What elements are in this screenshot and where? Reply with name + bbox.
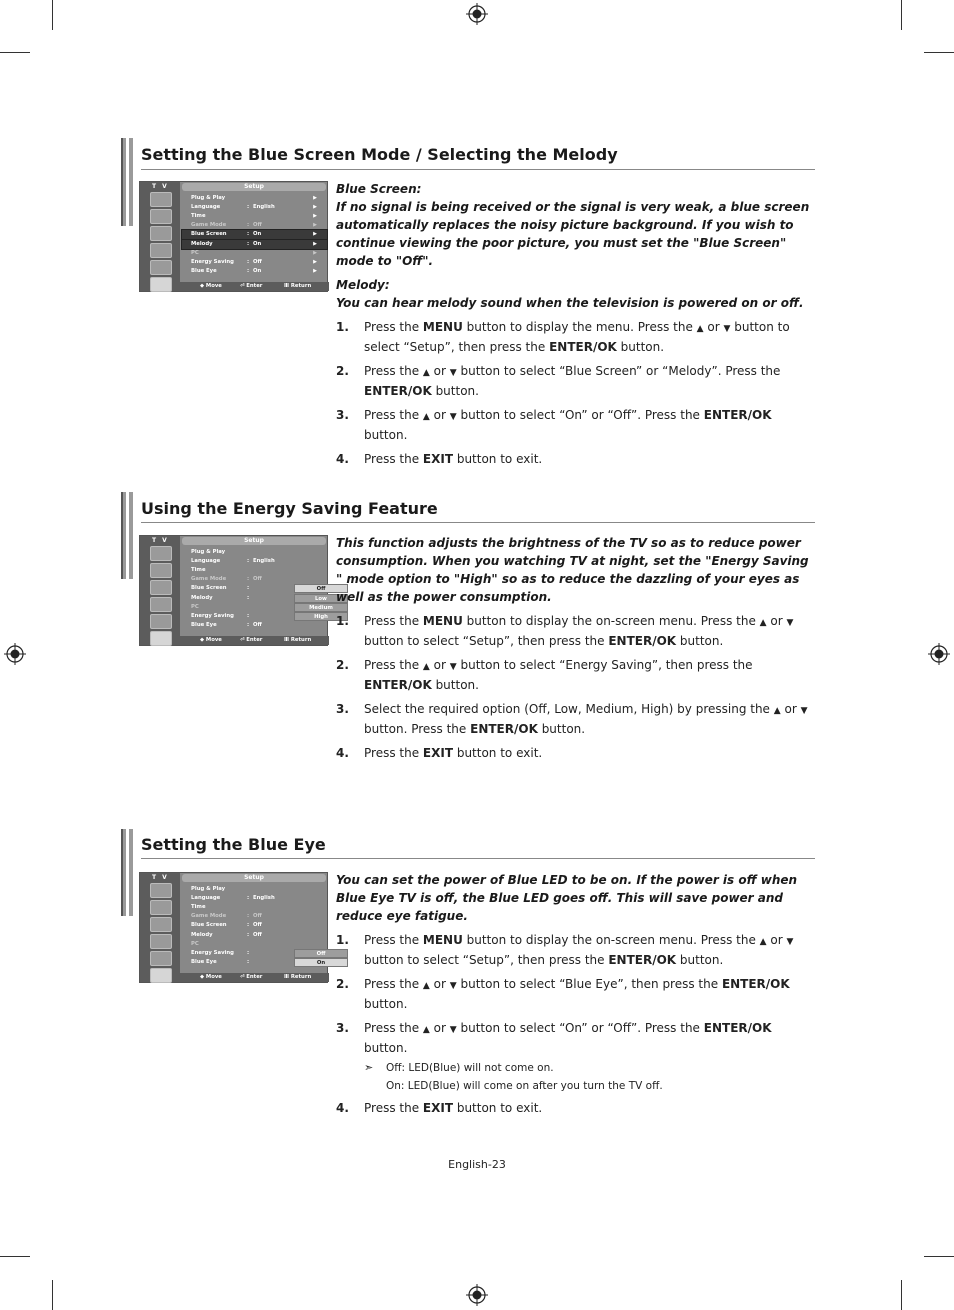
tv-menu-header (182, 537, 326, 545)
return-hint: Ⅲ Return (284, 974, 312, 980)
tv-menu-colon: : (247, 931, 250, 938)
registration-mark-icon (4, 643, 26, 665)
tv-menu-screenshot (139, 872, 328, 983)
button-name: ENTER/OK (470, 722, 538, 736)
tv-menu-item-value: Off (253, 621, 262, 628)
enter-hint: ⏎ Enter (240, 974, 263, 980)
button-name: ENTER/OK (703, 408, 772, 422)
tv-menu-colon: : (247, 949, 250, 956)
note-icon: ➣ (364, 1061, 374, 1074)
tv-menu-item (182, 548, 327, 557)
step-text: button to select “On” or “Off”. Press the (456, 1021, 704, 1035)
button-name: ENTER/OK (364, 384, 432, 398)
return-hint: Ⅲ Return (284, 283, 312, 289)
step-text: or (766, 614, 787, 628)
step-item (336, 1099, 816, 1117)
tv-menu-colon: : (247, 222, 250, 229)
step-text: button to select “Setup”, then press the (364, 320, 790, 354)
section-body (336, 871, 816, 1123)
tv-menu-colon: : (247, 895, 250, 902)
step-text: button. (676, 953, 724, 967)
button-name: EXIT (422, 452, 454, 466)
registration-mark-icon (928, 643, 950, 665)
tv-menu-header (182, 183, 326, 191)
step-text: button. (364, 428, 408, 442)
tv-menu-item-label: PC (191, 940, 199, 947)
arrow-down-icon: ▼ (449, 368, 457, 378)
step-text: or (766, 933, 787, 947)
step-note (336, 1059, 816, 1077)
step-text: button to exit. (453, 746, 543, 760)
tv-menu-item (182, 885, 327, 894)
tv-menu-option: On (294, 958, 348, 967)
step-text: button. (676, 634, 724, 648)
button-name: ENTER/OK (703, 1021, 772, 1035)
tv-menu-item-value: Off (253, 931, 262, 938)
tv-menu-item-label: Language (191, 558, 221, 565)
section-rule (141, 858, 815, 859)
sound-icon (150, 900, 172, 915)
step-text: button to display the on-screen menu. Press the (462, 614, 760, 628)
tv-menu-item (182, 230, 327, 239)
move-hint: ◆ Move (200, 283, 222, 289)
tv-menu-screenshot (139, 535, 333, 646)
step-text: button to select “On” or “Off”. Press the (456, 408, 704, 422)
pc-icon (150, 951, 172, 966)
sound-icon (150, 209, 172, 224)
chevron-right-icon: ▶ (313, 213, 317, 220)
step-text: button to display the menu. Press the (462, 320, 697, 334)
crop-mark (901, 1280, 902, 1310)
tv-menu-item-label: PC (191, 603, 199, 610)
intro-text: You can set the power of Blue LED to be on. If the power is off when Blue Eye TV is off, the Blue LED goes off. This will save power and reduce eye fatigue. (336, 873, 798, 923)
tv-menu-option: Medium (294, 603, 348, 612)
tv-menu-sidebar (140, 873, 180, 982)
tv-menu-option: Low (294, 594, 348, 603)
section-body (336, 534, 816, 768)
arrow-down-icon: ▼ (449, 981, 457, 991)
tv-menu-item-label: Language (191, 204, 221, 211)
tv-menu-item-label: Game Mode (191, 222, 227, 229)
tv-menu-item-label: Plug & Play (191, 195, 226, 201)
enter-hint: ⏎ Enter (240, 283, 263, 289)
step-text: Press the (364, 1101, 423, 1115)
step-text: Press the (364, 1021, 423, 1035)
tv-menu-item-value: On (253, 240, 262, 247)
tv-menu-colon: : (247, 594, 250, 601)
setup-icon (150, 277, 172, 292)
tv-menu-item (182, 621, 327, 630)
arrow-down-icon: ▼ (449, 1025, 457, 1035)
step-item (336, 612, 816, 650)
move-hint: ◆ Move (200, 974, 222, 980)
step-list (336, 318, 816, 468)
arrow-up-icon: ▲ (759, 618, 767, 628)
tv-menu-item-value: On (253, 231, 262, 238)
tv-menu-colon: : (247, 922, 250, 929)
tv-menu-item (182, 566, 327, 575)
tv-menu-item (182, 258, 327, 267)
function-icon (150, 243, 172, 258)
step-number: 3. (336, 702, 349, 716)
step-text: Press the (364, 452, 423, 466)
arrow-up-icon: ▲ (422, 662, 430, 672)
chevron-right-icon: ▶ (313, 231, 317, 238)
tv-menu-label: T V (152, 183, 169, 190)
intro-text: If no signal is being received or the signal is very weak, a blue screen automatically replaces the noisy picture background. If you wish to continue viewing the poor picture, you must set the "Blue Screen" mode to "Off". (336, 200, 810, 268)
button-name: MENU (422, 933, 463, 947)
step-text: Press the (364, 408, 423, 422)
step-number: 1. (336, 614, 349, 628)
section-rule (141, 522, 815, 523)
tv-menu-colon: : (247, 958, 250, 965)
tv-menu-item (182, 212, 327, 221)
step-text: Press the (364, 933, 423, 947)
step-text: button. Press the (364, 722, 471, 736)
step-number: 2. (336, 364, 349, 378)
crop-mark (0, 1256, 30, 1257)
section-2 (121, 492, 815, 832)
tv-menu-item-label: Time (191, 213, 206, 220)
move-hint: ◆ Move (200, 637, 222, 643)
tv-menu-option: Off (294, 949, 348, 958)
step-item (336, 975, 816, 1013)
arrow-down-icon: ▼ (786, 618, 794, 628)
step-number: 3. (336, 408, 349, 422)
crop-mark (52, 1280, 53, 1310)
step-number: 4. (336, 452, 349, 466)
section-bar (121, 138, 133, 226)
tv-menu-item (182, 894, 327, 903)
tv-menu-item-value: Off (253, 258, 262, 265)
crop-mark (0, 52, 30, 53)
tv-menu-colon: : (247, 558, 250, 565)
tv-menu-item-value: Off (253, 222, 262, 229)
tv-menu-item-label: Language (191, 895, 221, 902)
arrow-down-icon: ▼ (449, 412, 457, 422)
chevron-right-icon: ▶ (313, 258, 317, 265)
step-text: button. (431, 384, 479, 398)
tv-menu-item (182, 903, 327, 912)
crop-mark (924, 1256, 954, 1257)
step-text: or (429, 408, 450, 422)
tv-menu-header-label: Setup (244, 183, 264, 190)
arrow-down-icon: ▼ (723, 324, 731, 334)
button-name: ENTER/OK (608, 634, 677, 648)
tv-menu-item (182, 912, 327, 921)
tv-menu-label: T V (152, 537, 169, 544)
tv-menu-colon: : (247, 231, 250, 238)
chevron-right-icon: ▶ (313, 267, 317, 274)
tv-menu-item-label: Blue Eye (191, 267, 217, 274)
tv-menu-item (182, 194, 327, 203)
tv-menu-item-value: Off (253, 576, 262, 583)
arrow-up-icon: ▲ (773, 706, 781, 716)
button-name: ENTER/OK (721, 977, 790, 991)
step-text: Press the (364, 614, 423, 628)
pc-icon (150, 260, 172, 275)
tv-menu-colon: : (247, 258, 250, 265)
page-number: English-23 (448, 1158, 506, 1171)
step-number: 2. (336, 658, 349, 672)
step-item (336, 931, 816, 969)
step-text: Select the required option (Off, Low, Medium, High) by pressing the (364, 702, 774, 716)
tv-menu-item (182, 267, 327, 276)
tv-menu-footer (180, 282, 329, 291)
tv-menu-label: T V (152, 874, 169, 881)
intro-text: You can hear melody sound when the television is powered on or off. (336, 296, 804, 310)
tv-menu-item-label: Game Mode (191, 576, 227, 583)
step-number: 2. (336, 977, 349, 991)
tv-menu-colon: : (247, 576, 250, 583)
step-item (336, 656, 816, 694)
intro-block (336, 180, 816, 270)
step-text: button. (431, 678, 479, 692)
tv-menu-list (182, 885, 327, 971)
step-text: or (703, 320, 724, 334)
step-list (336, 931, 816, 1117)
section-title: Using the Energy Saving Feature (141, 499, 438, 518)
step-number: 3. (336, 1021, 349, 1035)
tv-menu-item-label: Blue Eye (191, 958, 217, 965)
step-item (336, 318, 816, 356)
arrow-up-icon: ▲ (759, 937, 767, 947)
tv-menu-item-label: PC (191, 249, 199, 256)
section-bar (121, 492, 133, 579)
tv-menu-item-label: Time (191, 567, 206, 574)
tv-menu-item-value: On (253, 267, 262, 274)
arrow-down-icon: ▼ (449, 662, 457, 672)
button-name: ENTER/OK (549, 340, 617, 354)
tv-menu-colon: : (247, 267, 250, 274)
tv-menu-colon: : (247, 913, 250, 920)
step-list (336, 612, 816, 762)
step-text: button to exit. (453, 452, 543, 466)
tv-menu-item-label: Melody (191, 931, 213, 938)
arrow-up-icon: ▲ (422, 368, 430, 378)
step-text: button to exit. (453, 1101, 543, 1115)
step-text: button. (364, 997, 408, 1011)
sound-icon (150, 563, 172, 578)
chevron-right-icon: ▶ (313, 240, 317, 247)
tv-menu-sidebar (140, 182, 180, 291)
step-item (336, 362, 816, 400)
note-text: On: LED(Blue) will come on after you turn the TV off. (386, 1080, 663, 1092)
arrow-up-icon: ▲ (422, 1025, 430, 1035)
intro-block (336, 871, 816, 925)
step-text: button. (616, 340, 665, 354)
step-number: 1. (336, 320, 349, 334)
step-text: button to display the on-screen menu. Press the (462, 933, 760, 947)
step-number: 4. (336, 746, 349, 760)
registration-mark-icon (466, 1284, 488, 1306)
tv-menu-item (182, 249, 327, 258)
step-item (336, 450, 816, 468)
step-text: or (429, 1021, 450, 1035)
tv-menu-colon: : (247, 585, 250, 592)
tv-menu-item-label: Blue Screen (191, 922, 227, 929)
tv-menu-item (182, 575, 327, 584)
tv-menu-item-label: Energy Saving (191, 612, 234, 619)
tv-menu-header-label: Setup (244, 537, 264, 544)
tv-menu-list (182, 548, 333, 634)
tv-menu-item-label: Time (191, 904, 206, 911)
step-note (336, 1077, 816, 1095)
function-icon (150, 934, 172, 949)
tv-menu-item (182, 203, 327, 212)
tv-menu-item-value: English (253, 558, 275, 565)
arrow-down-icon: ▼ (800, 706, 808, 716)
tv-menu-option: Off (294, 584, 348, 593)
pc-icon (150, 614, 172, 629)
chevron-right-icon: ▶ (313, 222, 317, 229)
step-text: button to select “Setup”, then press the (364, 634, 609, 648)
tv-menu-sidebar (140, 536, 180, 645)
registration-mark-icon (466, 3, 488, 25)
button-name: ENTER/OK (608, 953, 677, 967)
intro-text: This function adjusts the brightness of the TV so as to reduce power consumption. When you watching TV at night, set the "Energy Saving " mode option to "High" so as to reduce the dazzling of your eyes as well as the power consumption. (336, 536, 809, 604)
button-name: ENTER/OK (364, 678, 432, 692)
note-text: Off: LED(Blue) will not come on. (386, 1062, 554, 1074)
tv-menu-item-value: Off (253, 913, 262, 920)
step-text: or (429, 977, 450, 991)
step-text: Press the (364, 658, 423, 672)
tv-menu-item-value: English (253, 204, 275, 211)
arrow-up-icon: ▲ (422, 412, 430, 422)
intro-heading: Melody: (336, 278, 390, 292)
tv-menu-colon: : (247, 612, 250, 619)
tv-menu-item-label: Blue Screen (191, 231, 227, 238)
step-item (336, 1019, 816, 1057)
intro-heading: Blue Screen: (336, 182, 422, 196)
step-text: Press the (364, 320, 423, 334)
tv-menu-item-label: Game Mode (191, 913, 227, 920)
step-item (336, 744, 816, 762)
step-number: 1. (336, 933, 349, 947)
tv-menu-item (182, 221, 327, 230)
tv-menu-item-label: Energy Saving (191, 949, 234, 956)
section-title: Setting the Blue Screen Mode / Selecting the Melody (141, 145, 618, 164)
crop-mark (52, 0, 53, 30)
button-name: MENU (422, 320, 463, 334)
chevron-right-icon: ▶ (313, 195, 317, 201)
button-name: EXIT (422, 1101, 454, 1115)
function-icon (150, 597, 172, 612)
step-text: or (780, 702, 801, 716)
step-text: Press the (364, 746, 423, 760)
setup-icon (150, 631, 172, 646)
chevron-right-icon: ▶ (313, 204, 317, 211)
tv-menu-colon: : (247, 621, 250, 628)
section-title: Setting the Blue Eye (141, 835, 326, 854)
tv-menu-item-value: Off (253, 922, 262, 929)
tv-menu-option: High (294, 612, 348, 621)
tv-menu-item-label: Energy Saving (191, 258, 234, 265)
tv-menu-header-label: Setup (244, 874, 264, 881)
section-bar (121, 829, 133, 916)
tv-menu-colon: : (247, 240, 250, 247)
section-body (336, 180, 816, 474)
intro-block (336, 276, 816, 312)
channel-icon (150, 226, 172, 241)
step-text: Press the (364, 364, 423, 378)
tv-menu-item (182, 921, 327, 930)
step-text: button to select “Blue Screen” or “Melody”. Press the (456, 364, 781, 378)
section-3 (121, 829, 815, 1169)
picture-icon (150, 546, 172, 561)
tv-menu-item (182, 940, 327, 949)
intro-block (336, 534, 816, 606)
return-hint: Ⅲ Return (284, 637, 312, 643)
tv-menu-header (182, 874, 326, 882)
crop-mark (901, 0, 902, 30)
arrow-up-icon: ▲ (422, 981, 430, 991)
tv-menu-footer (180, 636, 329, 645)
tv-menu-footer (180, 973, 329, 982)
tv-menu-screenshot (139, 181, 328, 292)
step-text: button to select “Setup”, then press the (364, 953, 609, 967)
tv-menu-item-label: Melody (191, 594, 213, 601)
tv-menu-item-label: Melody (191, 240, 213, 247)
step-text: Press the (364, 977, 423, 991)
step-item (336, 406, 816, 444)
tv-menu-item (182, 240, 327, 249)
step-text: button. (364, 1041, 408, 1055)
step-item (336, 700, 816, 738)
section-1 (121, 138, 815, 478)
section-rule (141, 169, 815, 170)
tv-menu-item-label: Plug & Play (191, 886, 226, 892)
tv-menu-item-value: English (253, 895, 275, 902)
step-text: or (429, 658, 450, 672)
enter-hint: ⏎ Enter (240, 637, 263, 643)
step-number: 4. (336, 1101, 349, 1115)
tv-menu-item-label: Plug & Play (191, 549, 226, 555)
tv-menu-colon: : (247, 204, 250, 211)
step-text: or (429, 364, 450, 378)
step-text: button to select “Energy Saving”, then press the (456, 658, 753, 672)
picture-icon (150, 192, 172, 207)
tv-menu-item-label: Blue Screen (191, 585, 227, 592)
tv-menu-item (182, 557, 327, 566)
channel-icon (150, 917, 172, 932)
crop-mark (924, 52, 954, 53)
setup-icon (150, 968, 172, 983)
chevron-right-icon: ▶ (313, 249, 317, 256)
arrow-down-icon: ▼ (786, 937, 794, 947)
tv-menu-item-label: Blue Eye (191, 621, 217, 628)
tv-menu-item (182, 931, 327, 940)
step-text: button. (537, 722, 586, 736)
step-text: button to select “Blue Eye”, then press the (456, 977, 722, 991)
button-name: MENU (422, 614, 463, 628)
picture-icon (150, 883, 172, 898)
arrow-up-icon: ▲ (696, 324, 704, 334)
tv-menu-list (182, 194, 327, 280)
channel-icon (150, 580, 172, 595)
button-name: EXIT (422, 746, 454, 760)
